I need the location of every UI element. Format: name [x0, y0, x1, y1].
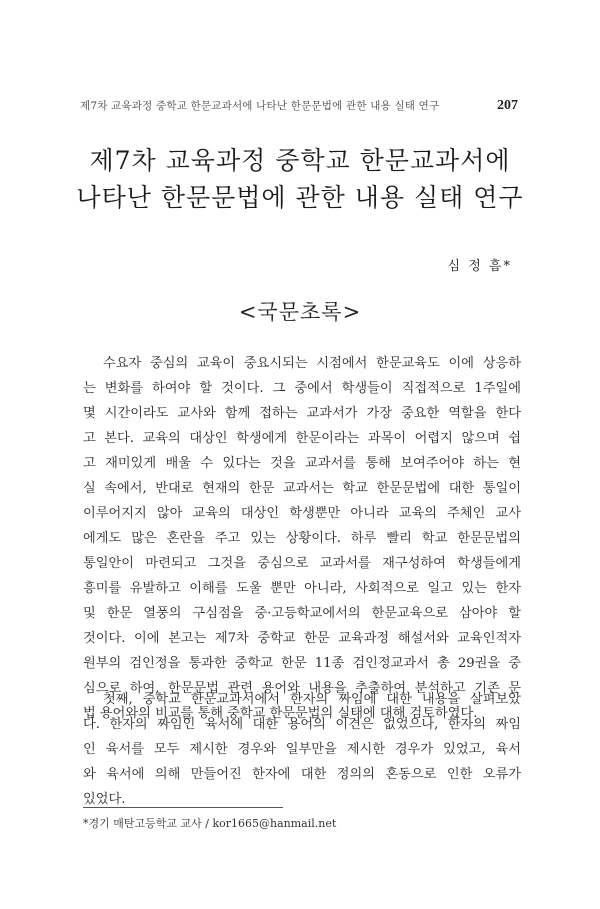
text-line: 이루어지지 않아 교육의 대상인 학생뿐만 아니라 교육의 주체인 교사 — [83, 506, 521, 521]
text-line: 고 재미있게 배울 수 있다는 것을 교과서를 통해 보여주어야 하는 현 — [83, 456, 521, 471]
running-header — [80, 98, 518, 114]
text-line: 심으로 하여, 한문문법 관련 용어와 내용을 추출하여 분석하고 기존 문 — [83, 681, 521, 696]
author-name: 심 정 흠* — [447, 259, 512, 274]
text-line: 는 변화를 하여야 할 것이다. 그 중에서 학생들이 직접적으로 1주일에 — [83, 381, 521, 396]
text-line: 다. 한자의 짜임인 육서에 대한 용어의 이견은 없었으나, 한자의 짜임 — [83, 717, 521, 732]
footnote-divider — [83, 807, 283, 808]
text-line: 인 육서를 모두 제시한 경우와 일부만을 제시한 경우가 있었고, 육서 — [83, 742, 521, 757]
footnote: *경기 매탄고등학교 교사 / kor1665@hanmail.net — [83, 817, 337, 830]
abstract-paragraph-2 — [83, 687, 521, 812]
text-line: 통일안이 마련되고 그것을 중심으로 교과서를 재구성하여 학생들에게 — [83, 556, 521, 571]
abstract-paragraph-1 — [83, 351, 521, 726]
text-line: 실 속에서, 반대로 현재의 한문 교과서는 학교 한문문법에 대한 통일이 — [83, 481, 521, 496]
text-line: 법 용어와의 비교를 통해 중학교 한문문법의 실태에 대해 검토하였다. — [83, 706, 478, 721]
text-line: 있었다. — [83, 792, 126, 807]
text-line: 몇 시간이라도 교사와 함께 접하는 교과서가 가장 중요한 역할을 한다 — [83, 406, 521, 421]
text-line: 원부의 검인정을 통과한 중학교 한문 11종 검인정교과서 총 29권을 중 — [83, 656, 521, 671]
abstract-heading: <국문초록> — [238, 300, 362, 324]
text-line: 에게도 많은 혼란을 주고 있는 상황이다. 하루 빨리 학교 한문문법의 — [83, 531, 521, 546]
paper-title-line-1: 제7차 교육과정 중학교 한문교과서에 — [89, 146, 511, 175]
page-number: 207 — [497, 98, 518, 113]
text-line: 수요자 중심의 교육이 중요시되는 시점에서 한문교육도 이에 상응하 — [103, 356, 521, 371]
text-line: 고 본다. 교육의 대상인 학생에게 한문이라는 과목이 어렵지 않으며 쉽 — [83, 431, 521, 446]
text-line: 흥미를 유발하고 이해를 도울 뿐만 아니라, 사회적으로 일고 있는 한자 — [83, 581, 521, 596]
running-header-title: 제7차 교육과정 중학교 한문교과서에 나타난 한문문법에 관한 내용 실태 연구 — [80, 100, 440, 112]
text-line: 첫째, 중학교 한문교과서에서 한자의 짜임에 대한 내용을 살펴보았 — [103, 692, 521, 707]
paper-title-line-2: 나타난 한문문법에 관한 내용 실태 연구 — [76, 183, 524, 212]
text-line: 및 한문 열풍의 구심점을 중·고등학교에서의 한문교육으로 삼아야 할 — [83, 606, 521, 621]
text-line: 와 육서에 의해 만들어진 한자에 대한 정의의 혼동으로 인한 오류가 — [83, 767, 521, 782]
text-line: 것이다. 이에 본고는 제7차 중학교 한문 교육과정 해설서와 교육인적자 — [83, 631, 521, 646]
